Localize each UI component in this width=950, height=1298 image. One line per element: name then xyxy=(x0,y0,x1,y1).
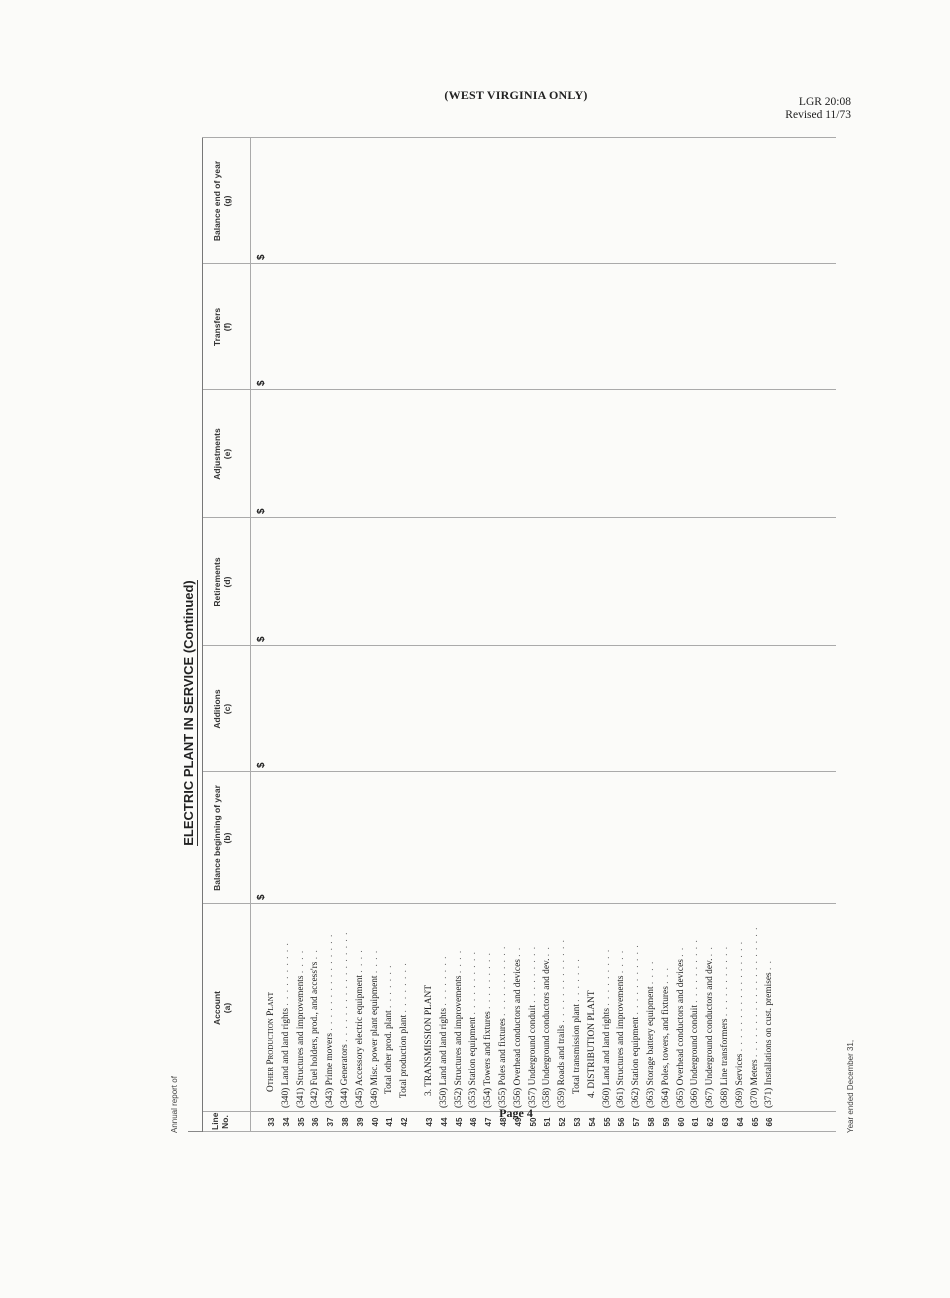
leader-dots: . . . . . . . . . . xyxy=(280,942,291,1006)
table-row xyxy=(325,138,336,1298)
table-row xyxy=(454,138,465,1298)
table-row xyxy=(735,138,746,1298)
line-number: 33 xyxy=(267,1117,276,1127)
leader-dots: . . . . . . . . . . . . . . . . . xyxy=(340,931,350,1042)
account-text: (360) Land and land rights xyxy=(601,1008,612,1108)
account-text: 3. TRANSMISSION PLANT xyxy=(424,984,434,1096)
table-row xyxy=(424,138,435,1298)
table-row xyxy=(384,138,395,1298)
table-row xyxy=(750,138,761,1298)
account-name xyxy=(310,949,321,1108)
account-text: (354) Towers and fixtures xyxy=(483,1011,494,1108)
retirements-column-label: Retirements xyxy=(212,557,222,607)
account-name xyxy=(340,932,351,1108)
table-row xyxy=(498,138,509,1298)
account-name xyxy=(557,939,568,1108)
table-row xyxy=(572,138,583,1298)
leader-dots: . . . . . . . . . . xyxy=(690,939,701,1003)
account-name xyxy=(370,950,381,1108)
account-name xyxy=(587,990,598,1098)
revised-date: Revised 11/73 xyxy=(785,109,851,121)
leader-dots: . . . . . . . . . . . . . xyxy=(557,939,568,1023)
form-id: LGR 20:08 xyxy=(798,96,851,108)
table-row xyxy=(542,138,553,1298)
leader-dots: . . xyxy=(764,959,775,970)
leader-dots: . . . . xyxy=(369,949,380,974)
table-top-rule xyxy=(202,138,203,1132)
account-text: Total other prod. plant xyxy=(384,1010,395,1094)
line-number: 66 xyxy=(765,1117,775,1127)
account-text: Total transmission plant xyxy=(572,1004,582,1094)
dollar-sign: $ xyxy=(256,636,267,642)
leader-dots: . . . . . . . xyxy=(572,958,582,1002)
dollar-sign: $ xyxy=(256,894,267,900)
retirements-column-letter: (d) xyxy=(222,576,232,588)
state-note: (WEST VIRGINIA ONLY) xyxy=(444,88,588,102)
account-text: (345) Accessory electric equipment xyxy=(354,974,365,1108)
leader-dots: . . . . . . . . . xyxy=(483,952,494,1009)
line-number: 38 xyxy=(341,1117,350,1127)
leader-dots: . . . xyxy=(660,967,671,984)
additions-column-header xyxy=(212,648,232,770)
line-number: 62 xyxy=(706,1117,716,1127)
additions-column-letter: (c) xyxy=(222,703,232,715)
balance-begin-column-letter: (b) xyxy=(222,832,232,844)
line-number: 48 xyxy=(499,1117,508,1127)
annual-report-label: Annual report of xyxy=(170,1076,179,1133)
dollar-sign: $ xyxy=(256,762,267,768)
account-name xyxy=(439,956,450,1108)
line-number: 36 xyxy=(311,1117,321,1127)
account-name xyxy=(661,967,672,1108)
account-text: (367) Underground conductors and dev. xyxy=(705,958,716,1108)
account-text: (357) Underground conduit xyxy=(527,1005,538,1108)
table-row xyxy=(661,138,672,1298)
dollar-sign: $ xyxy=(256,254,267,260)
account-text: (359) Roads and trails xyxy=(557,1024,568,1108)
line-number: 56 xyxy=(617,1117,627,1127)
line-number: 43 xyxy=(425,1117,434,1127)
line-number: 47 xyxy=(484,1117,494,1127)
account-name xyxy=(572,958,583,1094)
line-number: 57 xyxy=(632,1117,642,1127)
account-name xyxy=(676,947,687,1108)
line-number: 40 xyxy=(370,1117,380,1127)
table-row xyxy=(528,138,539,1298)
dollar-sign: $ xyxy=(256,508,267,514)
account-name xyxy=(542,946,553,1108)
leader-dots: . . xyxy=(705,946,716,957)
year-ended-label: Year ended December 31, xyxy=(846,1039,855,1133)
account-text: (368) Line transformers xyxy=(720,1018,730,1108)
leader-dots: . . . . . . . . . . . xyxy=(631,944,642,1015)
table-row xyxy=(266,138,277,1298)
account-name xyxy=(750,927,761,1108)
account-name xyxy=(454,950,465,1108)
line-number: 58 xyxy=(647,1117,656,1127)
line-number: 45 xyxy=(454,1117,464,1127)
leader-dots: . . . . . . . . xyxy=(438,955,449,1006)
account-text: (358) Underground conductors and dev. xyxy=(542,958,553,1108)
line-number: 53 xyxy=(573,1117,582,1127)
account-name xyxy=(631,944,642,1108)
table-row xyxy=(690,138,701,1298)
header-rule xyxy=(250,138,251,1132)
leader-dots: . . . . . . . . xyxy=(399,962,410,1013)
leader-dots: . . . . xyxy=(453,949,464,974)
page-number: Page 4 xyxy=(499,1106,533,1120)
page-title-text: ELECTRIC PLANT IN SERVICE (Continued) xyxy=(181,580,196,846)
account-name xyxy=(266,992,277,1092)
account-name xyxy=(384,964,395,1094)
account-text: (364) Poles, towers, and fixtures xyxy=(660,986,671,1108)
line-number: 34 xyxy=(281,1117,291,1127)
adjustments-column-header xyxy=(212,392,232,516)
leader-dots: . . . . xyxy=(616,949,627,974)
account-text: (361) Structures and improvements xyxy=(616,975,627,1108)
account-name xyxy=(528,946,539,1108)
line-number: 41 xyxy=(385,1117,395,1127)
account-name xyxy=(296,950,307,1108)
account-text: (366) Underground conduit xyxy=(690,1005,701,1108)
leader-dots: . . . . . . . . . . . . . . . xyxy=(325,933,336,1031)
line-no-column-label: Line No. xyxy=(210,1112,230,1130)
table-row xyxy=(616,138,627,1298)
transfers-column-letter: (f) xyxy=(222,322,232,332)
leader-dots: . . . . xyxy=(354,949,365,973)
table-row xyxy=(468,138,479,1298)
account-name xyxy=(468,951,479,1108)
account-name xyxy=(325,934,336,1108)
account-name xyxy=(498,946,509,1108)
account-name xyxy=(355,949,366,1108)
leader-dots: . . . . . . . . . . . xyxy=(720,945,730,1017)
account-text: (365) Overhead conductors and devices xyxy=(675,959,686,1108)
table-row xyxy=(281,138,292,1298)
account-text: (371) Installations on cust. premises xyxy=(764,972,775,1108)
account-text: (344) Generators xyxy=(340,1044,350,1108)
line-number: 51 xyxy=(543,1117,553,1127)
balance-end-column-letter: (g) xyxy=(222,195,232,207)
line-number: 60 xyxy=(676,1117,686,1127)
account-name xyxy=(513,947,524,1108)
account-column-letter: (a) xyxy=(222,1002,232,1014)
table-row xyxy=(557,138,568,1298)
account-text: (353) Station equipment xyxy=(468,1016,479,1108)
account-name xyxy=(424,985,435,1096)
account-column-header xyxy=(212,906,232,1110)
table-row xyxy=(720,138,731,1298)
line-number: 52 xyxy=(558,1117,568,1127)
account-text: (346) Misc. power plant equipment xyxy=(369,975,380,1108)
balance-begin-column-label: Balance beginning of year xyxy=(212,785,222,891)
table-row xyxy=(439,138,450,1298)
retirements-column-header xyxy=(212,520,232,644)
account-name xyxy=(616,950,627,1108)
leader-dots: . . . . . . . . . . . . . . . . . . . . xyxy=(749,926,760,1057)
account-text: (369) Services xyxy=(734,1053,745,1108)
table-row xyxy=(399,138,410,1298)
leader-dots: . . xyxy=(512,946,523,957)
account-text: Other Production Plant xyxy=(266,991,276,1092)
line-number: 59 xyxy=(661,1117,671,1127)
additions-column-label: Additions xyxy=(212,689,222,729)
transfers-column-header xyxy=(212,266,232,388)
line-number: 65 xyxy=(750,1117,760,1127)
account-name xyxy=(690,939,701,1108)
leader-dots: . . xyxy=(675,946,686,957)
form-id-block xyxy=(731,96,851,122)
account-name xyxy=(720,946,731,1108)
table-row xyxy=(370,138,381,1298)
account-text: (343) Prime movers xyxy=(325,1033,336,1108)
account-name xyxy=(602,949,613,1108)
account-text: (362) Station equipment xyxy=(631,1016,642,1108)
line-number: 35 xyxy=(296,1117,306,1127)
account-name xyxy=(399,962,410,1098)
line-number: 42 xyxy=(400,1117,410,1127)
rotated-form xyxy=(166,128,876,1298)
line-number: 61 xyxy=(691,1117,701,1127)
balance-begin-column-header xyxy=(212,774,232,902)
account-name xyxy=(281,942,292,1108)
account-name xyxy=(705,946,716,1108)
leader-dots: . . xyxy=(542,946,553,957)
table-row xyxy=(513,138,524,1298)
line-number: 50 xyxy=(528,1117,538,1127)
table-row xyxy=(340,138,351,1298)
leader-dots: . . . . . . . . . xyxy=(527,945,538,1003)
table-row xyxy=(676,138,687,1298)
account-text: 4. DISTRIBUTION PLANT xyxy=(586,990,597,1098)
account-text: (341) Structures and improvements xyxy=(295,975,306,1108)
account-text: (340) Land and land rights xyxy=(280,1008,291,1108)
table-row xyxy=(631,138,642,1298)
adjustments-column-letter: (e) xyxy=(222,448,232,460)
balance-end-column-header xyxy=(212,140,232,262)
account-name xyxy=(646,961,657,1108)
account-text: (350) Land and land rights xyxy=(438,1008,449,1108)
line-number: 39 xyxy=(355,1117,365,1127)
line-number: 54 xyxy=(587,1117,597,1127)
leader-dots: . . . . xyxy=(295,949,306,974)
line-number: 49 xyxy=(513,1117,523,1127)
account-text: (355) Poles and fixtures xyxy=(498,1018,508,1108)
table-row xyxy=(355,138,366,1298)
table-row xyxy=(602,138,613,1298)
table-row xyxy=(587,138,598,1298)
account-text: Total production plant xyxy=(399,1014,410,1098)
account-text: (356) Overhead conductors and devices xyxy=(512,959,523,1108)
line-number: 64 xyxy=(735,1117,745,1127)
account-name xyxy=(764,960,775,1108)
adjustments-column-label: Adjustments xyxy=(212,428,222,480)
leader-dots: . . . . . . . . . . xyxy=(468,950,479,1015)
balance-end-column-label: Balance end of year xyxy=(212,160,222,242)
line-number: 63 xyxy=(721,1117,730,1127)
table-row xyxy=(483,138,494,1298)
table-row xyxy=(646,138,657,1298)
line-number: 44 xyxy=(439,1117,449,1127)
leader-dots: . . xyxy=(310,949,321,960)
leader-dots: . . . . . . . . . xyxy=(601,948,612,1006)
leader-dots: . . . . . . . . . . . xyxy=(498,945,508,1016)
line-number: 37 xyxy=(326,1117,336,1127)
account-text: (352) Structures and improvements xyxy=(453,975,464,1108)
account-text: (370) Meters xyxy=(749,1059,760,1108)
account-text: (342) Fuel holders, prod., and access'rs xyxy=(310,961,321,1108)
account-column-label: Account xyxy=(212,991,222,1025)
account-name xyxy=(735,941,746,1108)
table-row xyxy=(310,138,321,1298)
transfers-column-label: Transfers xyxy=(212,307,222,347)
account-text: (363) Storage battery equipment xyxy=(646,986,656,1108)
line-number: 46 xyxy=(469,1117,479,1127)
account-name xyxy=(483,952,494,1108)
table-row xyxy=(764,138,775,1298)
table-row xyxy=(296,138,307,1298)
line-number: 55 xyxy=(602,1117,612,1127)
leader-dots: . . . . . . . . . . . . . . . . . xyxy=(734,940,745,1052)
dollar-sign: $ xyxy=(256,380,267,386)
leader-dots: . . . . xyxy=(646,960,656,985)
page-title xyxy=(181,128,196,1298)
table-row xyxy=(705,138,716,1298)
leader-dots: . . . . . . . xyxy=(384,964,395,1008)
